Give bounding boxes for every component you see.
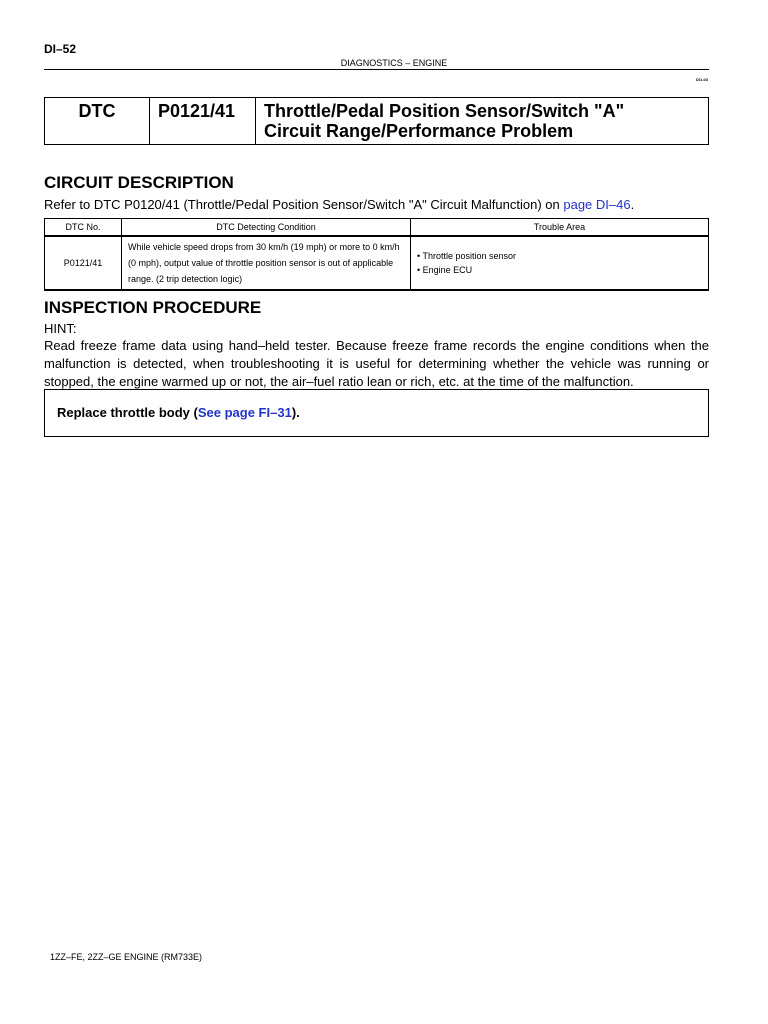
dtc-code: P0121/41: [150, 98, 256, 144]
footer-text: 1ZZ–FE, 2ZZ–GE ENGINE (RM733E): [50, 952, 203, 962]
dtc-label: DTC: [45, 98, 150, 144]
trouble-area-item: • Engine ECU: [417, 265, 473, 275]
refer-suffix: .: [630, 197, 635, 212]
action-prefix: Replace throttle body (: [57, 405, 198, 420]
hint-label: HINT:: [44, 321, 77, 336]
table-header-dtc-no: DTC No.: [45, 219, 122, 237]
action-box: [44, 389, 709, 437]
table-cell-trouble-area: [411, 236, 709, 290]
document-code: DI1-03: [695, 77, 708, 82]
trouble-area-item: • Throttle position sensor: [417, 251, 517, 261]
table-header-trouble-area: Trouble Area: [411, 219, 709, 237]
header-rule: [44, 69, 709, 70]
refer-text: [44, 197, 634, 212]
dtc-title: [256, 98, 708, 144]
refer-link[interactable]: page DI–46: [563, 197, 631, 212]
action-text: [57, 405, 300, 420]
table-cell-dtc-no: P0121/41: [45, 236, 122, 290]
table-header-condition: DTC Detecting Condition: [122, 219, 411, 237]
circuit-description-heading: CIRCUIT DESCRIPTION: [44, 173, 234, 192]
action-link[interactable]: See page FI–31: [197, 405, 292, 420]
dtc-table: [44, 218, 709, 291]
dtc-title-line1: Throttle/Pedal Position Sensor/Switch "A": [264, 101, 625, 121]
dtc-title-box: [44, 97, 709, 145]
running-head: DIAGNOSTICS – ENGINE: [340, 58, 448, 68]
page-number: DI–52: [44, 42, 77, 56]
table-cell-condition: While vehicle speed drops from 30 km/h (19 mph) or more to 0 km/h (0 mph), output value of throttle position sensor is out of applicable range. (2 trip detection logic): [122, 236, 411, 290]
table-row: [45, 236, 709, 290]
action-suffix: ).: [291, 405, 300, 420]
dtc-title-line2: Circuit Range/Performance Problem: [264, 121, 574, 141]
refer-prefix: Refer to DTC P0120/41 (Throttle/Pedal Position Sensor/Switch "A" Circuit Malfunction) on: [44, 197, 560, 212]
inspection-procedure-heading: INSPECTION PROCEDURE: [44, 298, 262, 317]
hint-paragraph: Read freeze frame data using hand–held tester. Because freeze frame records the engine conditions when the malfunction is detected, when troubleshooting it is useful for determining whether the vehicle was running or stopped, the engine warmed up or not, the air–fuel ratio lean or rich, etc. at the time of the malfunction.: [44, 338, 709, 389]
